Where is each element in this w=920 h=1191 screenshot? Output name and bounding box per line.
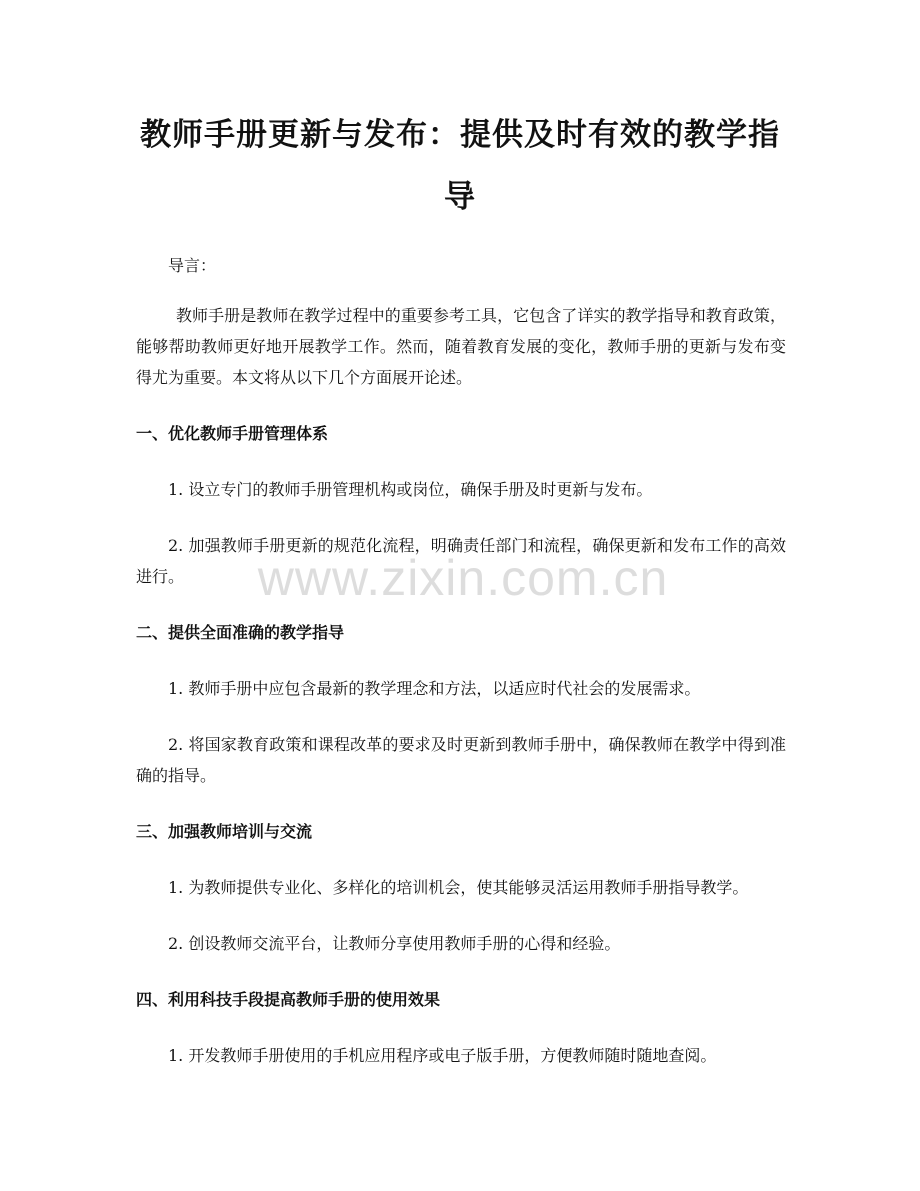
list-item: 1. 教师手册中应包含最新的教学理念和方法，以适应时代社会的发展需求。 bbox=[168, 679, 701, 698]
list-item: 1. 为教师提供专业化、多样化的培训机会，使其能够灵活运用教师手册指导教学。 bbox=[168, 878, 749, 897]
section-3 bbox=[136, 816, 786, 959]
intro-label: 导言： bbox=[168, 256, 217, 275]
section-heading: 三、加强教师培训与交流 bbox=[136, 822, 313, 841]
document-body bbox=[136, 250, 786, 1096]
intro-paragraph: 教师手册是教师在教学过程中的重要参考工具，它包含了详实的教学指导和教育政策，能够帮助教师更好地开展教学工作。然而，随着教育发展的变化，教师手册的更新与发布变得尤为重要。本文将从以下几个方面展开论述。 bbox=[136, 306, 786, 387]
watermark: www.zixin.com.cn bbox=[257, 550, 669, 606]
list-item: 2. 将国家教育政策和课程改革的要求及时更新到教师手册中，确保教师在教学中得到准确的指导。 bbox=[136, 735, 786, 785]
section-1 bbox=[136, 418, 786, 592]
list-item: 2. 创设教师交流平台，让教师分享使用教师手册的心得和经验。 bbox=[168, 934, 621, 953]
list-item: 1. 开发教师手册使用的手机应用程序或电子版手册，方便教师随时随地查阅。 bbox=[168, 1046, 717, 1065]
list-item: 1. 设立专门的教师手册管理机构或岗位，确保手册及时更新与发布。 bbox=[168, 480, 653, 499]
section-heading: 二、提供全面准确的教学指导 bbox=[136, 623, 345, 642]
section-2 bbox=[136, 617, 786, 791]
section-heading: 一、优化教师手册管理体系 bbox=[136, 424, 329, 443]
list-item: 2. 加强教师手册更新的规范化流程，明确责任部门和流程，确保更新和发布工作的高效进行。 bbox=[136, 536, 786, 586]
section-heading: 四、利用科技手段提高教师手册的使用效果 bbox=[136, 990, 441, 1009]
document-title: 教师手册更新与发布：提供及时有效的教学指导 bbox=[140, 117, 780, 215]
section-4 bbox=[136, 984, 786, 1071]
